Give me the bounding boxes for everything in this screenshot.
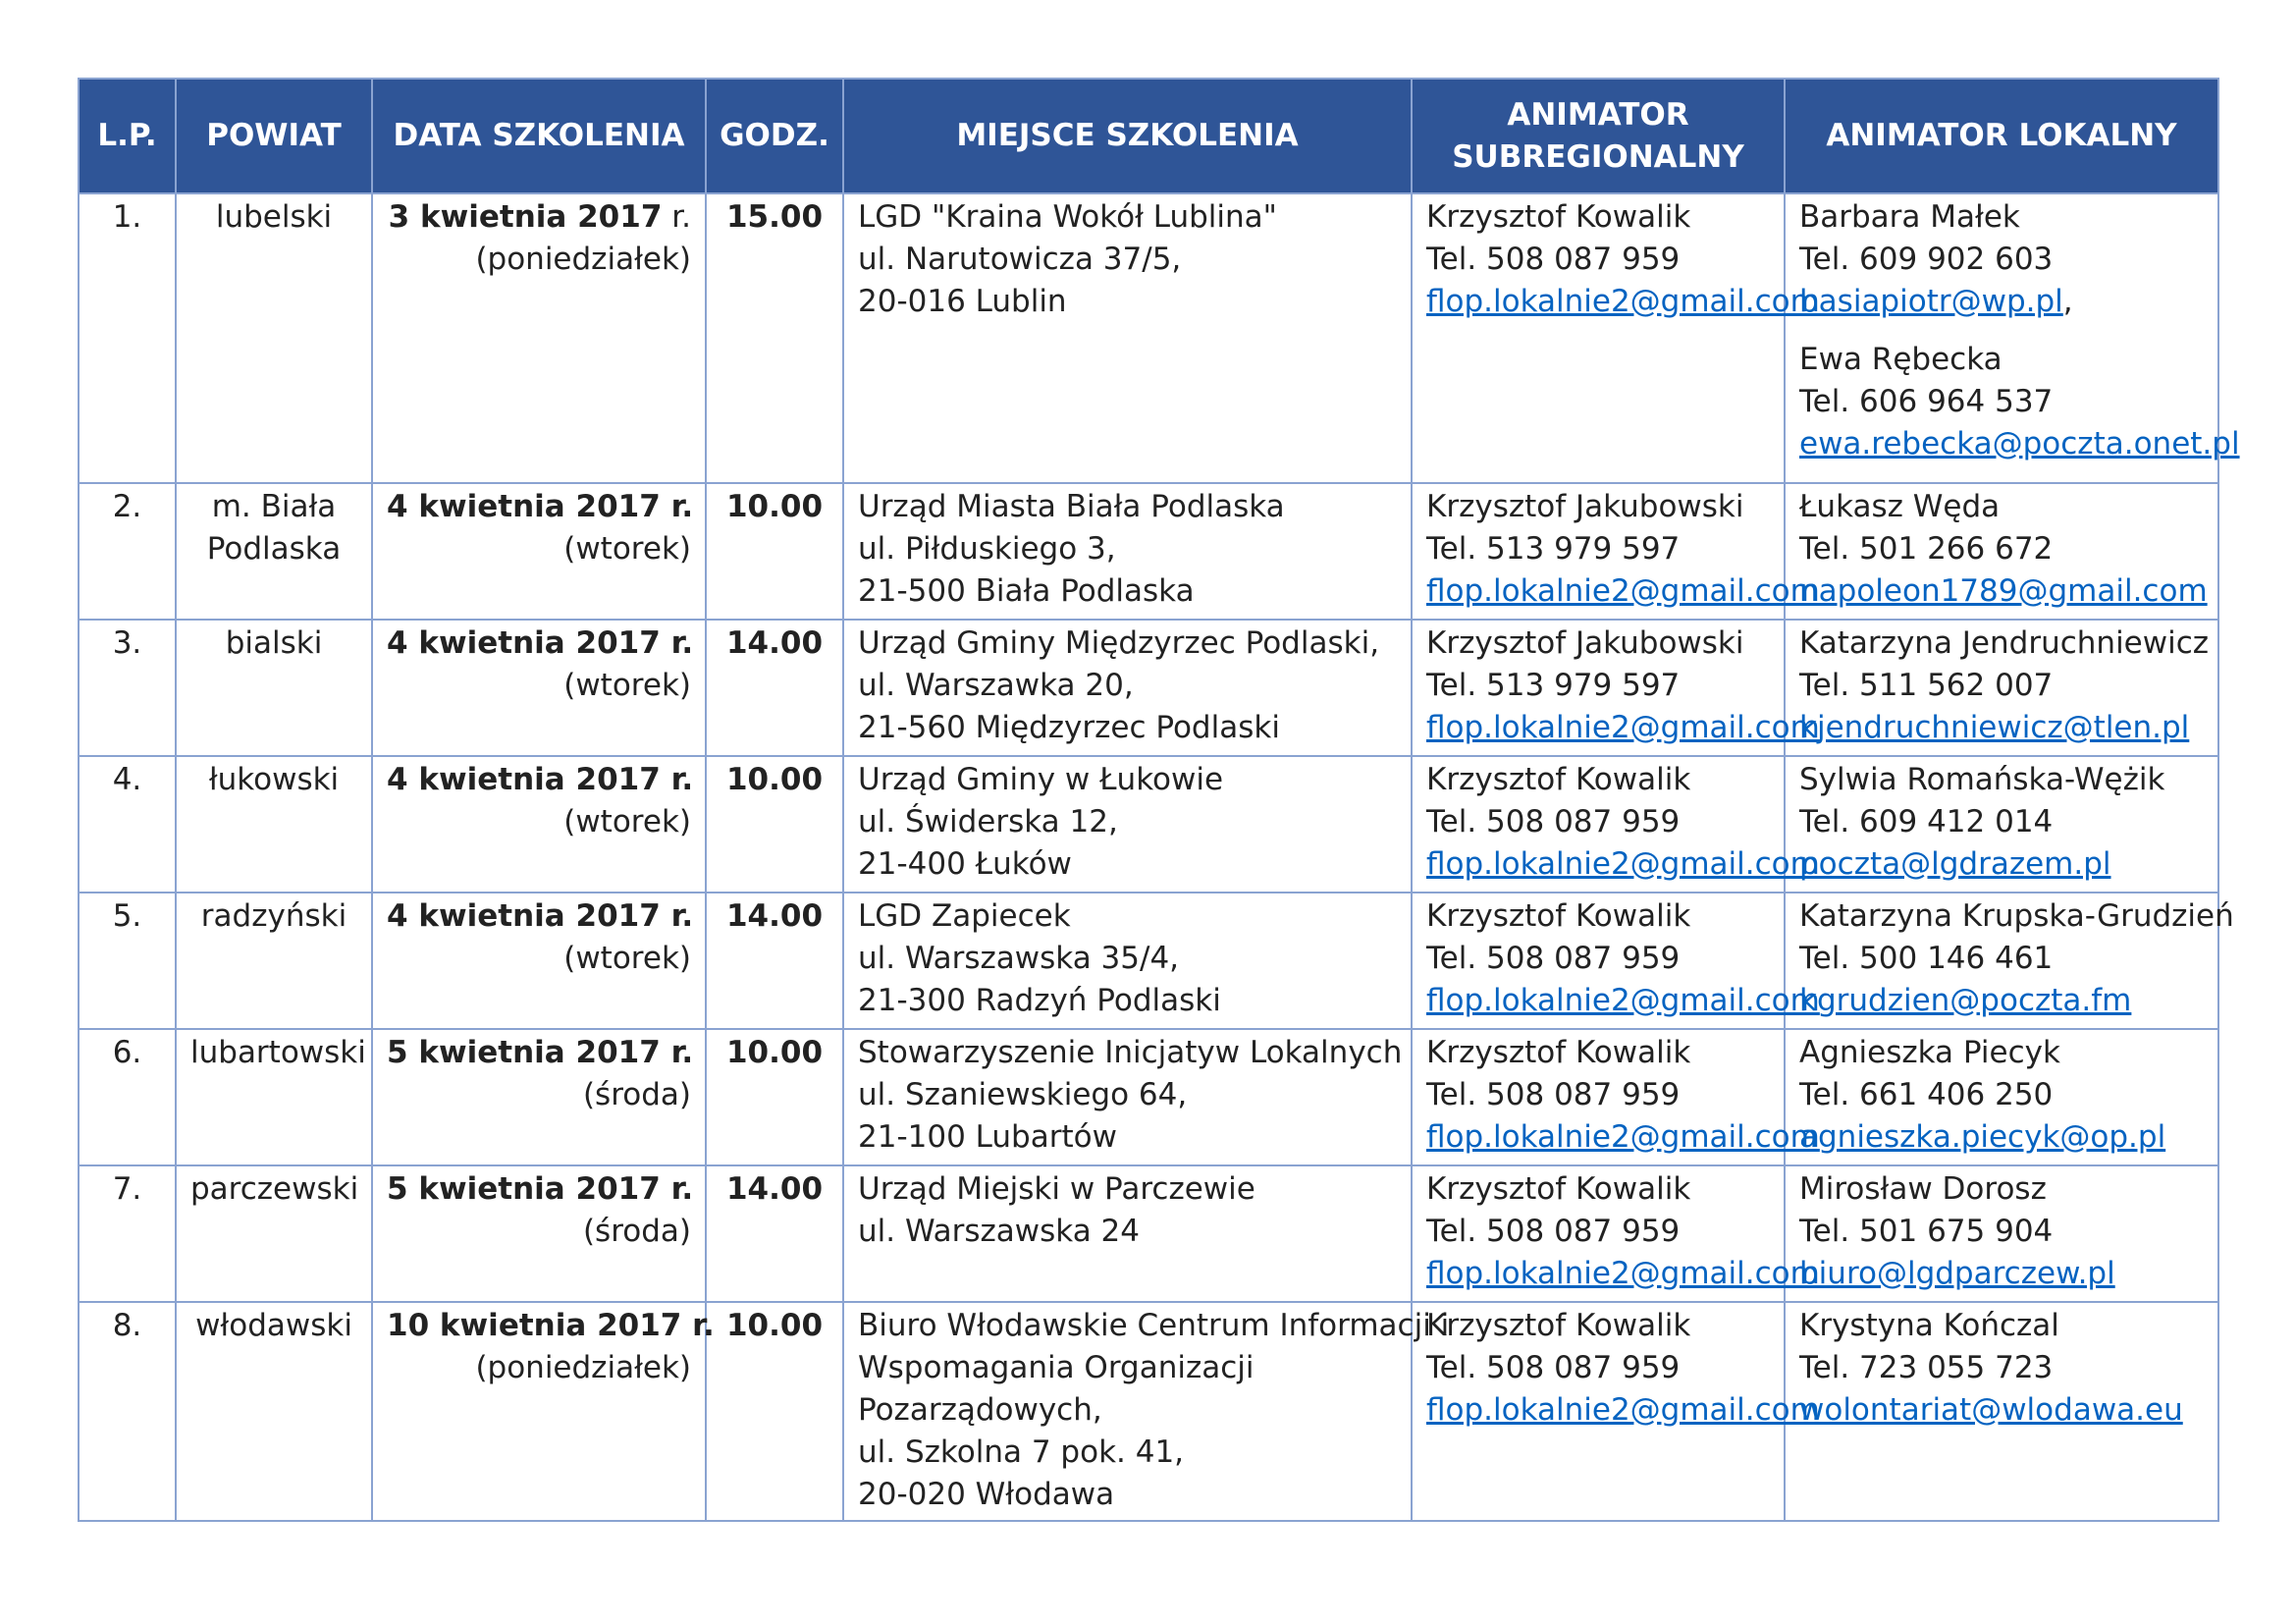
header-lp: L.P. bbox=[79, 79, 176, 193]
table-row bbox=[79, 756, 2218, 893]
place-line: Pozarządowych, bbox=[858, 1392, 1102, 1428]
powiat-line: łukowski bbox=[208, 762, 340, 797]
cell-animator-subregional bbox=[1412, 193, 1820, 483]
cell-place bbox=[843, 620, 1412, 756]
local-animator-email-link[interactable]: biuro@lgdparczew.pl bbox=[1799, 1256, 2115, 1291]
cell-lp: 8. bbox=[79, 1302, 176, 1521]
local-animator-phone: Tel. 609 902 603 bbox=[1799, 242, 2054, 277]
local-animator-phone: Tel. 609 412 014 bbox=[1799, 804, 2054, 839]
local-animator-phone: Tel. 723 055 723 bbox=[1799, 1350, 2054, 1385]
animator-phone: Tel. 508 087 959 bbox=[1426, 804, 1681, 839]
date-value: 5 kwietnia 2017 r. bbox=[387, 1035, 694, 1070]
cell-animator-subregional bbox=[1412, 1302, 1820, 1521]
local-animator-email-line bbox=[1799, 707, 2204, 749]
local-animator-email-link[interactable]: ewa.rebecka@poczta.onet.pl bbox=[1799, 426, 2240, 461]
animator-phone: Tel. 508 087 959 bbox=[1426, 1350, 1681, 1385]
local-animator-email-line bbox=[1799, 281, 2204, 323]
date-line bbox=[387, 1305, 715, 1347]
cell-time: 14.00 bbox=[706, 620, 843, 756]
powiat-line: radzyński bbox=[200, 898, 347, 934]
animator-name: Krzysztof Kowalik bbox=[1426, 1035, 1691, 1070]
local-animator-name: Krystyna Kończal bbox=[1799, 1308, 2059, 1343]
local-animator-name: Sylwia Romańska-Wężik bbox=[1799, 762, 2165, 797]
date-value: 4 kwietnia 2017 r. bbox=[387, 898, 694, 934]
cell-powiat bbox=[176, 1302, 372, 1521]
cell-place bbox=[843, 893, 1412, 1029]
cell-lp: 1. bbox=[79, 193, 176, 483]
cell-time: 14.00 bbox=[706, 893, 843, 1029]
powiat-line: lubartowski bbox=[190, 1035, 366, 1070]
date-value: 3 kwietnia 2017 bbox=[388, 199, 663, 235]
header-animator-subregionalny: ANIMATOR SUBREGIONALNY bbox=[1412, 79, 1785, 193]
table-row bbox=[79, 1165, 2218, 1302]
date-suffix: r. bbox=[662, 199, 691, 235]
place-line: 20-020 Włodawa bbox=[858, 1477, 1115, 1512]
animator-email-link[interactable]: flop.lokalnie2@gmail.com bbox=[1426, 1256, 1820, 1291]
animator-email-link[interactable]: flop.lokalnie2@gmail.com bbox=[1426, 710, 1820, 745]
cell-powiat bbox=[176, 893, 372, 1029]
place-line: 21-100 Lubartów bbox=[858, 1119, 1117, 1155]
animator-email-link[interactable]: flop.lokalnie2@gmail.com bbox=[1426, 1392, 1820, 1428]
local-animator-name: Katarzyna Jendruchniewicz bbox=[1799, 625, 2210, 661]
cell-place bbox=[843, 193, 1412, 483]
table-row bbox=[79, 193, 2218, 483]
place-line: 21-400 Łuków bbox=[858, 846, 1072, 882]
animator-email-link[interactable]: flop.lokalnie2@gmail.com bbox=[1426, 983, 1820, 1018]
place-line: 21-300 Radzyń Podlaski bbox=[858, 983, 1221, 1018]
table-row bbox=[79, 1029, 2218, 1165]
place-line: ul. Warszawska 24 bbox=[858, 1214, 1141, 1249]
date-weekday: (poniedziałek) bbox=[475, 242, 691, 277]
cell-date bbox=[372, 1165, 706, 1302]
cell-powiat bbox=[176, 1165, 372, 1302]
animator-name: Krzysztof Kowalik bbox=[1426, 199, 1691, 235]
place-line: LGD Zapiecek bbox=[858, 898, 1071, 934]
place-line: 21-560 Międzyrzec Podlaski bbox=[858, 710, 1280, 745]
table-row bbox=[79, 1302, 2218, 1521]
animator-email-line bbox=[1426, 980, 1820, 1022]
training-schedule-table bbox=[78, 78, 2240, 1522]
local-animator-name: Mirosław Dorosz bbox=[1799, 1171, 2047, 1207]
place-line: ul. Szkolna 7 pok. 41, bbox=[858, 1435, 1185, 1470]
cell-animator-local bbox=[1785, 1302, 2218, 1521]
header-row bbox=[79, 79, 2218, 193]
date-value: 4 kwietnia 2017 r. bbox=[387, 625, 694, 661]
cell-place bbox=[843, 1029, 1412, 1165]
date-line bbox=[387, 486, 694, 528]
cell-animator-subregional bbox=[1412, 1165, 1820, 1302]
cell-lp: 5. bbox=[79, 893, 176, 1029]
cell-lp: 7. bbox=[79, 1165, 176, 1302]
powiat-line: włodawski bbox=[195, 1308, 352, 1343]
date-line bbox=[387, 1168, 694, 1211]
animator-phone: Tel. 513 979 597 bbox=[1426, 668, 1681, 703]
place-line: ul. Warszawska 35/4, bbox=[858, 941, 1180, 976]
powiat-line: Podlaska bbox=[206, 531, 342, 567]
animator-name: Krzysztof Kowalik bbox=[1426, 898, 1691, 934]
cell-powiat bbox=[176, 483, 372, 620]
local-animator-name: Barbara Małek bbox=[1799, 199, 2020, 235]
cell-powiat bbox=[176, 620, 372, 756]
date-line bbox=[387, 1032, 694, 1074]
date-weekday: (wtorek) bbox=[563, 804, 691, 839]
animator-phone: Tel. 508 087 959 bbox=[1426, 242, 1681, 277]
header-powiat: POWIAT bbox=[176, 79, 372, 193]
date-weekday: (środa) bbox=[582, 1077, 691, 1112]
cell-animator-local bbox=[1785, 193, 2240, 483]
place-line: 21-500 Biała Podlaska bbox=[858, 573, 1195, 609]
place-line: Biuro Włodawskie Centrum Informacji i bbox=[858, 1308, 1450, 1343]
header-miejsce-szkolenia: MIEJSCE SZKOLENIA bbox=[843, 79, 1412, 193]
animator-email-link[interactable]: flop.lokalnie2@gmail.com bbox=[1426, 284, 1820, 319]
place-line: ul. Świderska 12, bbox=[858, 804, 1118, 839]
cell-date bbox=[372, 1302, 715, 1521]
animator-name: Krzysztof Jakubowski bbox=[1426, 489, 1744, 524]
animator-phone: Tel. 508 087 959 bbox=[1426, 1077, 1681, 1112]
table-row bbox=[79, 483, 2218, 620]
cell-date bbox=[372, 193, 706, 483]
local-animator-name: Katarzyna Krupska-Grudzień bbox=[1799, 898, 2234, 934]
animator-email-link[interactable]: flop.lokalnie2@gmail.com bbox=[1426, 573, 1820, 609]
cell-powiat bbox=[176, 756, 372, 893]
animator-phone: Tel. 508 087 959 bbox=[1426, 941, 1681, 976]
animator-email-link[interactable]: flop.lokalnie2@gmail.com bbox=[1426, 1119, 1820, 1155]
local-animator-email-link[interactable]: agnieszka.piecyk@op.pl bbox=[1799, 1119, 2166, 1155]
cell-date bbox=[372, 620, 706, 756]
date-line bbox=[387, 759, 694, 801]
animator-email-line bbox=[1426, 281, 1820, 323]
local-animator-email-line bbox=[1799, 1389, 2204, 1432]
cell-place bbox=[843, 483, 1412, 620]
cell-place bbox=[843, 1165, 1412, 1302]
place-line: ul. Warszawka 20, bbox=[858, 668, 1134, 703]
local-animator-name: Łukasz Węda bbox=[1799, 489, 2001, 524]
date-weekday: (poniedziałek) bbox=[475, 1350, 691, 1385]
cell-animator-local bbox=[1785, 893, 2234, 1029]
animator-email-line bbox=[1426, 707, 1820, 749]
animator-name: Krzysztof Kowalik bbox=[1426, 1171, 1691, 1207]
animator-email-line bbox=[1426, 1253, 1820, 1295]
local-animator-email-line bbox=[1799, 843, 2204, 886]
cell-animator-local bbox=[1785, 620, 2218, 756]
local-animator-email-link[interactable]: kjendruchniewicz@tlen.pl bbox=[1799, 710, 2190, 745]
cell-date bbox=[372, 756, 706, 893]
table-row bbox=[79, 620, 2218, 756]
date-value: 4 kwietnia 2017 r. bbox=[387, 489, 694, 524]
cell-lp: 4. bbox=[79, 756, 176, 893]
cell-date bbox=[372, 1029, 706, 1165]
animator-email-line bbox=[1426, 570, 1820, 613]
cell-lp: 3. bbox=[79, 620, 176, 756]
animator-email-line bbox=[1426, 1116, 1820, 1159]
date-weekday: (środa) bbox=[582, 1214, 691, 1249]
local-animator-phone: Tel. 500 146 461 bbox=[1799, 941, 2054, 976]
place-line: ul. Narutowicza 37/5, bbox=[858, 242, 1182, 277]
table-row bbox=[79, 893, 2218, 1029]
local-animator-email-line bbox=[1799, 1253, 2204, 1295]
animator-phone: Tel. 513 979 597 bbox=[1426, 531, 1681, 567]
local-animator-email-link[interactable]: kgrudzien@poczta.fm bbox=[1799, 983, 2132, 1018]
email-separator: , bbox=[2062, 284, 2073, 319]
cell-time: 10.00 bbox=[706, 756, 843, 893]
local-animator-email-link[interactable]: poczta@lgdrazem.pl bbox=[1799, 846, 2111, 882]
table-body bbox=[79, 193, 2240, 1521]
cell-powiat bbox=[176, 1029, 372, 1165]
powiat-line: parczewski bbox=[190, 1171, 359, 1207]
local-animator-email-line bbox=[1799, 570, 2208, 613]
local-animator-phone: Tel. 606 964 537 bbox=[1799, 384, 2054, 419]
place-line: Urząd Gminy w Łukowie bbox=[858, 762, 1224, 797]
cell-animator-subregional bbox=[1412, 620, 1820, 756]
local-animator-phone: Tel. 661 406 250 bbox=[1799, 1077, 2054, 1112]
cell-animator-subregional bbox=[1412, 756, 1820, 893]
powiat-line: m. Biała bbox=[211, 489, 337, 524]
cell-date bbox=[372, 483, 706, 620]
cell-animator-local bbox=[1785, 1029, 2218, 1165]
cell-lp: 2. bbox=[79, 483, 176, 620]
date-line bbox=[387, 196, 691, 239]
place-line: ul. Piłduskiego 3, bbox=[858, 531, 1116, 567]
animator-email-link[interactable]: flop.lokalnie2@gmail.com bbox=[1426, 846, 1820, 882]
place-line: Urząd Gminy Międzyrzec Podlaski, bbox=[858, 625, 1380, 661]
animator-name: Krzysztof Jakubowski bbox=[1426, 625, 1744, 661]
date-line bbox=[387, 895, 694, 938]
cell-time: 10.00 bbox=[706, 1302, 843, 1521]
header-godz: GODZ. bbox=[706, 79, 843, 193]
header-animator-lokalny: ANIMATOR LOKALNY bbox=[1785, 79, 2218, 193]
cell-time: 14.00 bbox=[706, 1165, 843, 1302]
date-weekday: (wtorek) bbox=[563, 531, 691, 567]
table-header bbox=[79, 79, 2218, 193]
cell-animator-local bbox=[1785, 483, 2218, 620]
local-animator-email-line bbox=[1799, 980, 2204, 1022]
local-animator-email-link[interactable]: napoleon1789@gmail.com bbox=[1799, 573, 2208, 609]
cell-animator-local bbox=[1785, 1165, 2218, 1302]
cell-animator-subregional bbox=[1412, 1029, 1820, 1165]
header-data-szkolenia: DATA SZKOLENIA bbox=[372, 79, 706, 193]
cell-lp: 6. bbox=[79, 1029, 176, 1165]
date-line bbox=[387, 623, 694, 665]
animator-phone: Tel. 508 087 959 bbox=[1426, 1214, 1681, 1249]
place-line: Stowarzyszenie Inicjatyw Lokalnych bbox=[858, 1035, 1403, 1070]
cell-time: 15.00 bbox=[706, 193, 843, 483]
cell-time: 10.00 bbox=[706, 483, 843, 620]
powiat-line: lubelski bbox=[215, 199, 333, 235]
local-animator-phone: Tel. 501 675 904 bbox=[1799, 1214, 2054, 1249]
place-line: LGD "Kraina Wokół Lublina" bbox=[858, 199, 1277, 235]
local-animator-name: Agnieszka Piecyk bbox=[1799, 1035, 2060, 1070]
cell-animator-subregional bbox=[1412, 893, 1820, 1029]
cell-animator-subregional bbox=[1412, 483, 1820, 620]
local-animator-phone: Tel. 501 266 672 bbox=[1799, 531, 2054, 567]
local-animator-phone: Tel. 511 562 007 bbox=[1799, 668, 2054, 703]
local-animator-name: Ewa Rębecka bbox=[1799, 342, 2002, 377]
cell-time: 10.00 bbox=[706, 1029, 843, 1165]
cell-animator-local bbox=[1785, 756, 2218, 893]
place-line: Urząd Miejski w Parczewie bbox=[858, 1171, 1255, 1207]
date-weekday: (wtorek) bbox=[563, 941, 691, 976]
powiat-line: bialski bbox=[225, 625, 323, 661]
place-line: Wspomagania Organizacji bbox=[858, 1350, 1255, 1385]
cell-place bbox=[843, 756, 1412, 893]
animator-name: Krzysztof Kowalik bbox=[1426, 762, 1691, 797]
place-line: 20-016 Lublin bbox=[858, 284, 1067, 319]
local-animator-email-link[interactable]: basiapiotr@wp.pl bbox=[1799, 284, 2063, 319]
date-value: 5 kwietnia 2017 r. bbox=[387, 1171, 694, 1207]
date-value: 4 kwietnia 2017 r. bbox=[387, 762, 694, 797]
local-animator-email-line bbox=[1799, 1116, 2204, 1159]
cell-place bbox=[843, 1302, 1450, 1521]
place-line: Urząd Miasta Biała Podlaska bbox=[858, 489, 1285, 524]
local-animator-email-link[interactable]: wolontariat@wlodawa.eu bbox=[1799, 1392, 2183, 1428]
contact-spacer bbox=[1799, 323, 2204, 339]
cell-powiat bbox=[176, 193, 372, 483]
date-value: 10 kwietnia 2017 r. bbox=[387, 1308, 715, 1343]
date-weekday: (wtorek) bbox=[563, 668, 691, 703]
animator-name: Krzysztof Kowalik bbox=[1426, 1308, 1691, 1343]
animator-email-line bbox=[1426, 843, 1820, 886]
local-animator-email-line bbox=[1799, 423, 2240, 465]
place-line: ul. Szaniewskiego 64, bbox=[858, 1077, 1188, 1112]
cell-date bbox=[372, 893, 706, 1029]
animator-email-line bbox=[1426, 1389, 1820, 1432]
